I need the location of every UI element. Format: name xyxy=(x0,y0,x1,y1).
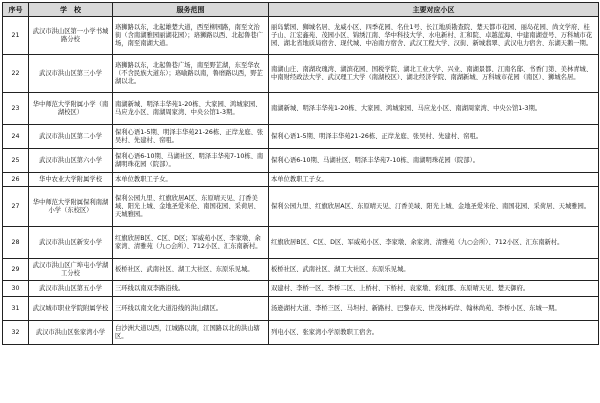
row-communities: 汤逊湖村大道、李桥三区、马坦村、新路村、巴黎春天、世茂林屿岸、翰林尚苑、李桥小区、东城一期。 xyxy=(269,297,599,321)
row-service-range: 保利心语6-10期、马湖社区、明泽丰华苑7-10栋、南湖明珠花园（院部）。 xyxy=(113,149,269,173)
row-number: 27 xyxy=(3,187,29,227)
row-number: 32 xyxy=(3,321,29,345)
row-service-range: 珞狮路以东，北起鲁巷广场，南至野芷湖，东至华农（不含民族大道东）；珞喻路以南，鲁磨路以西，野芷湖以北。 xyxy=(113,55,269,93)
row-number: 22 xyxy=(3,55,29,93)
row-communities: 双建村、李桥一区、李桥二区、上桥村、下桥村、袁家墩、彩虹郡、东原晴天见、楚天御府。 xyxy=(269,281,599,297)
row-communities: 丽岛紫园、狮城名居、龙威小区、四季花园、名仕1号、长江地质勘查院、楚天都市花园、丽岛花园、尚文学府、桂子山、江宏鑫苑、茂园小区、锦绣江南、华中科技大学、水电新村、汇和院、卓越蓝海、中建南湖壹号、万科城市花园、湖北省地质局宿舍、现代城、中冶南方宿舍、武汉工程大学、汉街、新城翡翠、武汉电力宿舍、东湖天鹅一期。 xyxy=(269,17,599,55)
table-row xyxy=(3,17,599,55)
row-service-range: 三环线以南双李路沿线。 xyxy=(113,281,269,297)
row-number: 21 xyxy=(3,17,29,55)
row-communities: 南湖山庄、南湖玫瑰湾、湖滨花园、国税学院、湖北工业大学、兴业、南湖景都、江南名邸、书香门第、美林青城、中南财经政法大学、武汉理工大学（南湖校区）、湖北经济学院、南湖新城、万科城市花园（南区）、狮城名居。 xyxy=(269,55,599,93)
row-number: 24 xyxy=(3,125,29,149)
row-school: 武汉市洪山区第五小学 xyxy=(29,281,113,297)
row-school: 武汉市洪山区第二小学 xyxy=(29,125,113,149)
header-no: 序号 xyxy=(3,3,29,17)
row-service-range: 保利心语1-5期、明泽丰华苑21-26栋、正岸龙庭、张吴村、先建村、窑咀。 xyxy=(113,125,269,149)
row-communities: 红旗欣居B区、C区、D区、军威苑小区、李家墩、余家湾、清雅苑（九○会所）、712小区、汇东南新村。 xyxy=(269,227,599,259)
row-school: 武汉市洪山区新安小学 xyxy=(29,227,113,259)
school-district-table xyxy=(2,2,599,345)
row-number: 26 xyxy=(3,173,29,187)
table-row xyxy=(3,281,599,297)
row-service-range: 红旗欣居B区、C区、D区；军威苑小区、李家墩、余家湾、清雅苑（九○会所）、712小区、汇东南新村。 xyxy=(113,227,269,259)
row-service-range: 保利公园九里、红旗欣居A区、东原晴天见、汀香美域、阳光上城、金地圣爱米伦、南国花园、采荷居、天城雅园。 xyxy=(113,187,269,227)
table-row xyxy=(3,149,599,173)
row-communities: 保利公园九里、红旗欣居A区、东原晴天见、汀香美域、阳光上城、金地圣爱米伦、南国花园、采荷居、天城雅园。 xyxy=(269,187,599,227)
table-row xyxy=(3,93,599,125)
row-school: 武汉市洪山区第六小学 xyxy=(29,149,113,173)
row-communities: 板桥社区、武南社区、湖工大社区、东原乐见城。 xyxy=(269,259,599,281)
row-school: 华中师范大学附属保利南湖小学（东校区） xyxy=(29,187,113,227)
row-communities: 列电小区、张家湾小学原教职工宿舍。 xyxy=(269,321,599,345)
row-school: 武汉市洪山区第三小学 xyxy=(29,55,113,93)
row-communities: 保利心语1-5期、明泽丰华苑21-26栋、正岸龙庭、张吴村、先建村、窑咀。 xyxy=(269,125,599,149)
row-service-range: 白沙洲大道以西，江城路以南，江国路以北的洪山辖区。 xyxy=(113,321,269,345)
row-communities: 保利心语6-10期、马湖社区、明泽丰华苑7-10栋、南湖明珠花园（院部）。 xyxy=(269,149,599,173)
table-row xyxy=(3,297,599,321)
row-service-range: 珞狮路以东，北起雄楚大道，西至柳园路，南至文治街（含南湖雅园丽湖花园）；珞狮路以西、北起鲁巷广场，南至南湖大道。 xyxy=(113,17,269,55)
row-number: 23 xyxy=(3,93,29,125)
row-number: 30 xyxy=(3,281,29,297)
row-service-range: 南湖新城、明泽丰华苑1-20栋、大家园、鸿城家园、马应龙小区、南湖周家湾、中央公馆1-3期。 xyxy=(113,93,269,125)
row-school: 武汉市洪山区第一小学书城路分校 xyxy=(29,17,113,55)
row-service-range: 本单位教职工子女。 xyxy=(113,173,269,187)
header-range: 服务范围 xyxy=(113,3,269,17)
row-service-range: 三环线以南文化大道沿线的洪山辖区。 xyxy=(113,297,269,321)
row-number: 31 xyxy=(3,297,29,321)
row-communities: 本单位教职工子女。 xyxy=(269,173,599,187)
table-row xyxy=(3,125,599,149)
row-school: 华中农业大学附属学校 xyxy=(29,173,113,187)
row-school: 武汉市洪山区广埠屯小学湖工分校 xyxy=(29,259,113,281)
table-row xyxy=(3,227,599,259)
table-row xyxy=(3,321,599,345)
row-number: 25 xyxy=(3,149,29,173)
table-row xyxy=(3,55,599,93)
table-row xyxy=(3,259,599,281)
table-row xyxy=(3,187,599,227)
row-school: 武汉市洪山区张家湾小学 xyxy=(29,321,113,345)
header-communities: 主要对应小区 xyxy=(269,3,599,17)
table-row xyxy=(3,173,599,187)
row-number: 29 xyxy=(3,259,29,281)
row-communities: 南湖新城、明泽丰华苑1-20栋、大家园、鸿城家园、马应龙小区、南湖周家湾、中央公馆1-3期。 xyxy=(269,93,599,125)
header-school: 学 校 xyxy=(29,3,113,17)
row-school: 华中师范大学附属小学（南湖校区） xyxy=(29,93,113,125)
header-row xyxy=(3,3,599,17)
row-school: 武汉城市职业学院附属学校 xyxy=(29,297,113,321)
row-number: 28 xyxy=(3,227,29,259)
row-service-range: 板桥社区、武南社区、湖工大社区、东原乐见城。 xyxy=(113,259,269,281)
